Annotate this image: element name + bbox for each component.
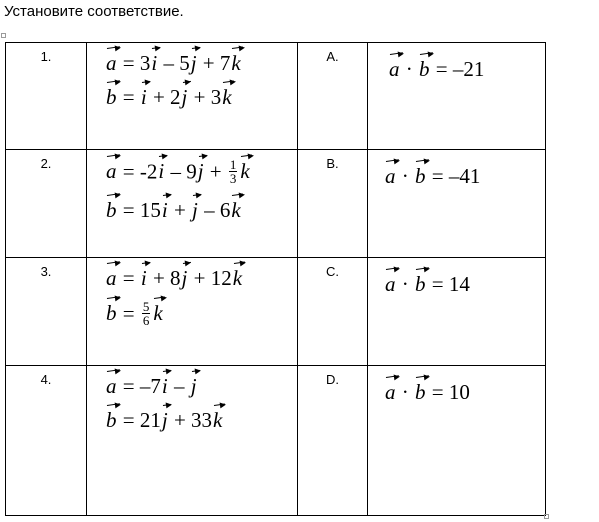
unit-vector-i: i [151,51,158,75]
fraction-numerator: 1 [229,157,237,172]
table-row [6,366,546,516]
vector-a-symbol: a [106,159,117,184]
unit-vector-i: i [140,266,147,290]
result-cell [368,366,546,516]
vectors-cell [87,150,298,258]
table-row [6,43,546,150]
dot-product-result: a · b = –41 [385,164,481,188]
vector-a-equation: a = –7i – j [106,374,197,398]
result-cell [368,43,546,150]
unit-vector-i: i [158,159,165,184]
item-number: 3. [40,264,52,279]
unit-vector-j: j [181,85,188,109]
result-cell [368,258,546,366]
letter-cell [298,366,368,516]
vector-a-symbol: a [106,374,117,398]
item-number: 2. [40,156,52,171]
unit-vector-j: j [192,198,198,222]
task-instruction: Установите соответствие. [4,3,184,20]
vector-a-symbol: a [385,272,396,296]
unit-vector-k: k [153,301,163,326]
table-row [6,258,546,366]
unit-vector-j: j [190,51,197,75]
number-cell [6,258,87,366]
unit-vector-i: i [161,198,168,222]
vector-a-symbol: a [106,266,117,290]
matching-table [5,42,546,516]
item-number: 4. [40,372,52,387]
dot-product-result: a · b = –21 [389,57,485,81]
letter-cell [298,150,368,258]
vector-a-equation: a = i + 8j + 12k [106,266,243,290]
letter-cell [298,43,368,150]
unit-vector-k: k [232,266,243,290]
answer-letter: A. [326,49,339,64]
vector-b-symbol: b [106,85,117,109]
unit-vector-i: i [161,374,168,398]
table-row [6,150,546,258]
unit-vector-k: k [240,159,250,184]
table-resize-handle[interactable] [544,514,549,519]
vector-a-equation: a = -2i – 9j + $\frac{1}{3}$ k [106,157,250,186]
vectors-cell [87,43,298,150]
vectors-cell [87,258,298,366]
vector-a-equation: a = 3i – 5j + 7k [106,51,241,75]
unit-vector-k: k [231,51,241,75]
unit-vector-j: j [181,266,188,290]
unit-vector-i: i [140,85,147,109]
vector-a-symbol: a [389,57,400,81]
unit-vector-k: k [222,85,232,109]
answer-letter: D. [326,372,339,387]
vector-a-symbol: a [106,51,117,75]
number-cell [6,366,87,516]
vector-b-symbol: b [106,408,117,432]
dot-product-result: a · b = 10 [385,380,470,404]
vector-b-symbol: b [106,198,117,222]
result-cell [368,150,546,258]
unit-vector-k: k [213,408,223,432]
item-number: 1. [40,49,52,64]
vector-b-symbol: b [415,380,426,404]
fraction-denominator: 6 [142,313,150,328]
vector-b-equation: b = 15i + j – 6k [106,198,241,222]
fraction [229,158,238,185]
fraction-denominator: 3 [229,171,237,186]
answer-letter: C. [326,264,339,279]
table-move-handle[interactable] [1,33,6,38]
vector-b-symbol: b [415,272,426,296]
vector-b-symbol: b [415,164,426,188]
unit-vector-j: j [190,374,197,398]
unit-vector-j: j [161,408,168,432]
vector-a-symbol: a [385,380,396,404]
fraction-numerator: 5 [142,299,150,314]
number-cell [6,150,87,258]
vector-b-equation: b = $\frac{5}{6}$ k [106,299,163,328]
vector-a-symbol: a [385,164,396,188]
number-cell [6,43,87,150]
fraction [142,300,151,327]
vector-b-equation: b = i + 2j + 3k [106,85,232,109]
vector-b-symbol: b [106,301,117,326]
vector-b-equation: b = 21j + 33k [106,408,223,432]
dot-product-result: a · b = 14 [385,272,470,296]
vector-b-symbol: b [419,57,430,81]
unit-vector-k: k [231,198,241,222]
letter-cell [298,258,368,366]
unit-vector-j: j [197,159,204,184]
answer-letter: B. [326,156,339,171]
vectors-cell [87,366,298,516]
